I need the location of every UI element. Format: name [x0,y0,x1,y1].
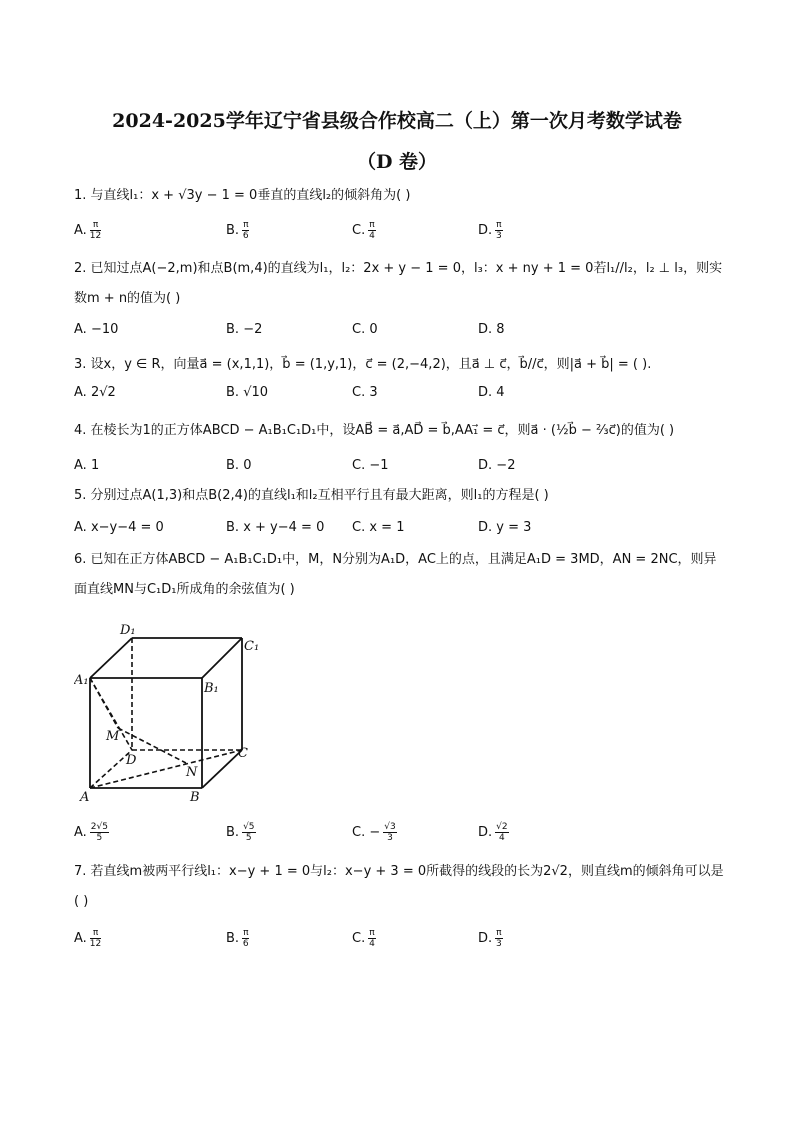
q5-option-d: D. y = 3 [478,520,532,535]
label-m: M [106,729,120,744]
question-4-stem: 4. 在棱长为1的正方体ABCD − A₁B₁C₁D₁中，设AB⃗ = a⃗,AD⃗ = b⃗,AA₁⃗ = c⃗，则a⃗ · (½b⃗ − ⅔c⃗)的值为( ) [74,423,675,438]
q5-option-b: B. x + y−4 = 0 [226,520,325,535]
q7-option-b: B. $\frac{\pi}{6}$ [226,928,249,949]
q3-option-b: B. √10 [226,385,269,400]
q4-option-a: A. 1 [74,458,100,473]
q4-option-b: B. 0 [226,458,252,473]
q1-option-a: A. $\frac{\pi}{12}$ [74,220,102,241]
q4-option-c: C. −1 [352,458,389,473]
q1-option-d: D. $\frac{\pi}{3}$ [478,220,502,241]
q2-option-a: A. −10 [74,322,119,337]
q6-option-a: A. $\frac{2√5}{5}$ [74,822,108,843]
question-1-stem: 1. 与直线l₁：x + √3y − 1 = 0垂直的直线l₂的倾斜角为( ) [74,188,411,203]
q2-option-d: D. 8 [478,322,505,337]
question-6-stem: 6. 已知在正方体ABCD − A₁B₁C₁D₁中，M，N分别为A₁D，AC上的点，且满足A₁D = 3MD，AN = 2NC，则异面直线MN与C₁D₁所成角的余弦值为( ) [74,552,717,597]
q7-option-d: D. $\frac{\pi}{3}$ [478,928,502,949]
q5-option-a: A. x−y−4 = 0 [74,520,164,535]
q7-option-c: C. $\frac{\pi}{4}$ [352,928,375,949]
exam-subtitle: （D 卷） [356,151,438,173]
q6-option-b: B. $\frac{√5}{5}$ [226,822,255,843]
q6-option-c: C. − $\frac{√3}{3}$ [352,822,396,843]
q2-option-c: C. 0 [352,322,378,337]
label-c: C [238,746,248,761]
label-d: D [126,753,137,768]
q4-option-d: D. −2 [478,458,516,473]
label-c1: C₁ [244,639,260,654]
q3-option-a: A. 2√2 [74,385,116,400]
exam-title: 2024-2025学年辽宁省县级合作校高二（上）第一次月考数学试卷 [112,110,682,132]
q3-option-d: D. 4 [478,385,505,400]
label-d1: D₁ [120,623,136,638]
q7-option-a: A. $\frac{\pi}{12}$ [74,928,102,949]
label-b: B [190,790,200,805]
question-3-stem: 3. 设x，y ∈ R，向量a⃗ = (x,1,1)，b⃗ = (1,y,1)，c⃗ = (2,−4,2)，且a⃗ ⊥ c⃗，b⃗//c⃗，则|a⃗ + b⃗| = ( ). [74,357,652,372]
q1-option-b: B. $\frac{\pi}{6}$ [226,220,249,241]
label-a: A [80,790,90,805]
q6-option-d: D. $\frac{√2}{4}$ [478,822,508,843]
question-2-stem: 2. 已知过点A(−2,m)和点B(m,4)的直线为l₁，l₂：2x + y − 1 = 0，l₃：x + ny + 1 = 0若l₁//l₂，l₂ ⊥ l₃，则实数m + n的值为( ) [74,261,723,306]
cube-figure [74,618,274,808]
q3-option-c: C. 3 [352,385,378,400]
label-b1: B₁ [204,681,219,696]
label-a1: A₁ [74,673,89,688]
q2-option-b: B. −2 [226,322,263,337]
question-7-stem: 7. 若直线m被两平行线l₁：x−y + 1 = 0与l₂：x−y + 3 = 0所截得的线段的长为2√2，则直线m的倾斜角可以是( ) [74,864,724,909]
q1-option-c: C. $\frac{\pi}{4}$ [352,220,375,241]
question-5-stem: 5. 分别过点A(1,3)和点B(2,4)的直线l₁和l₂互相平行且有最大距离，则l₁的方程是( ) [74,488,549,503]
q5-option-c: C. x = 1 [352,520,405,535]
label-n: N [186,765,198,780]
